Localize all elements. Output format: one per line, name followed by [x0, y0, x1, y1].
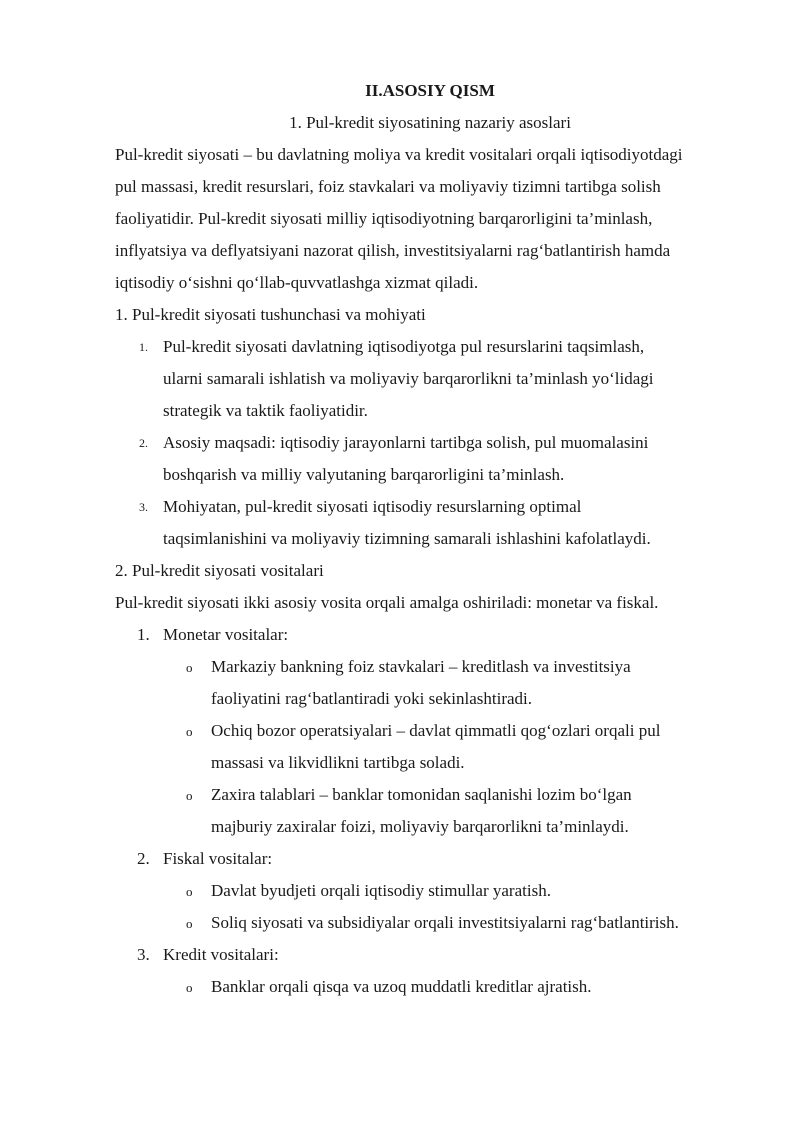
credit-sublist: [115, 971, 745, 1003]
list-number: 3.: [137, 945, 150, 964]
instruments-paragraph: Pul-kredit siyosati ikki asosiy vosita orqali amalga oshiriladi: monetar va fiskal.: [115, 593, 659, 612]
subsection-title: 1. Pul-kredit siyosatining nazariy asoslari: [289, 113, 571, 132]
list-item-line: ularni samarali ishlatish va moliyaviy barqarorlikni ta’minlash yo‘lidagi: [163, 369, 654, 388]
list-item: [115, 843, 745, 875]
sublist-item: [115, 971, 745, 1003]
list-item-line: Pul-kredit siyosati davlatning iqtisodiyotga pul resurslarini taqsimlash,: [163, 337, 645, 356]
page-content: [115, 75, 745, 1003]
list-item: [115, 939, 745, 971]
bullet-icon: o: [186, 724, 193, 739]
bullet-icon: o: [186, 660, 193, 675]
sublist-item-line: Davlat byudjeti orqali iqtisodiy stimullar yaratish.: [211, 881, 551, 900]
list-item-line: strategik va taktik faoliyatidir.: [163, 401, 368, 420]
list-number: 3.: [139, 500, 148, 514]
list-item: [115, 427, 745, 491]
bullet-icon: o: [186, 916, 193, 931]
paragraph-line: iqtisodiy o‘sishni qo‘llab-quvvatlashga xizmat qiladi.: [115, 273, 479, 292]
list-item-label: Kredit vositalari:: [163, 945, 279, 964]
bullet-icon: o: [186, 788, 193, 803]
paragraph-line: pul massasi, kredit resurslari, foiz stavkalari va moliyaviy tizimni tartibga solish: [115, 177, 661, 196]
instruments-list: [115, 619, 745, 651]
sublist-item-line: Ochiq bozor operatsiyalari – davlat qimmatli qog‘ozlari orqali pul: [211, 721, 661, 740]
heading-instruments: 2. Pul-kredit siyosati vositalari: [115, 561, 324, 580]
list-number: 2.: [139, 436, 148, 450]
paragraph-line: Pul-kredit siyosati – bu davlatning moliya va kredit vositalari orqali iqtisodiyotdagi: [115, 145, 683, 164]
sublist-item: [115, 875, 745, 907]
section-title: II.ASOSIY QISM: [365, 81, 495, 100]
list-number: 2.: [137, 849, 150, 868]
heading-concept: 1. Pul-kredit siyosati tushunchasi va mohiyati: [115, 305, 426, 324]
fiscal-sublist: [115, 875, 745, 939]
monetary-sublist: [115, 651, 745, 843]
list-item-line: Asosiy maqsadi: iqtisodiy jarayonlarni tartibga solish, pul muomalasini: [163, 433, 649, 452]
bullet-icon: o: [186, 884, 193, 899]
concept-list: [115, 331, 745, 555]
sublist-item-line: Soliq siyosati va subsidiyalar orqali investitsiyalarni rag‘batlantirish.: [211, 913, 679, 932]
list-number: 1.: [139, 340, 148, 354]
instruments-list-continued: [115, 843, 745, 875]
list-number: 1.: [137, 625, 150, 644]
intro-paragraph: [115, 139, 745, 299]
instruments-list-continued: [115, 939, 745, 971]
sublist-item-line: Zaxira talablari – banklar tomonidan saqlanishi lozim bo‘lgan: [211, 785, 632, 804]
sublist-item-line: faoliyatini rag‘batlantiradi yoki sekinlashtiradi.: [211, 689, 533, 708]
sublist-item: [115, 779, 745, 843]
sublist-item: [115, 651, 745, 715]
list-item-label: Monetar vositalar:: [163, 625, 289, 644]
list-item-line: Mohiyatan, pul-kredit siyosati iqtisodiy resurslarning optimal: [163, 497, 582, 516]
sublist-item: [115, 715, 745, 779]
sublist-item-line: Banklar orqali qisqa va uzoq muddatli kreditlar ajratish.: [211, 977, 592, 996]
sublist-item: [115, 907, 745, 939]
list-item-line: boshqarish va milliy valyutaning barqarorligini ta’minlash.: [163, 465, 565, 484]
list-item: [115, 491, 745, 555]
sublist-item-line: majburiy zaxiralar foizi, moliyaviy barqarorlikni ta’minlaydi.: [211, 817, 629, 836]
paragraph-line: inflyatsiya va deflyatsiyani nazorat qilish, investitsiyalarni rag‘batlantirish hamda: [115, 241, 671, 260]
list-item: [115, 619, 745, 651]
list-item-label: Fiskal vositalar:: [163, 849, 273, 868]
sublist-item-line: Markaziy bankning foiz stavkalari – kreditlash va investitsiya: [211, 657, 631, 676]
list-item-line: taqsimlanishini va moliyaviy tizimning samarali ishlashini kafolatlaydi.: [163, 529, 651, 548]
paragraph-line: faoliyatidir. Pul-kredit siyosati milliy iqtisodiyotning barqarorligini ta’minlash,: [115, 209, 653, 228]
list-item: [115, 331, 745, 427]
sublist-item-line: massasi va likvidlikni tartibga soladi.: [211, 753, 465, 772]
bullet-icon: o: [186, 980, 193, 995]
